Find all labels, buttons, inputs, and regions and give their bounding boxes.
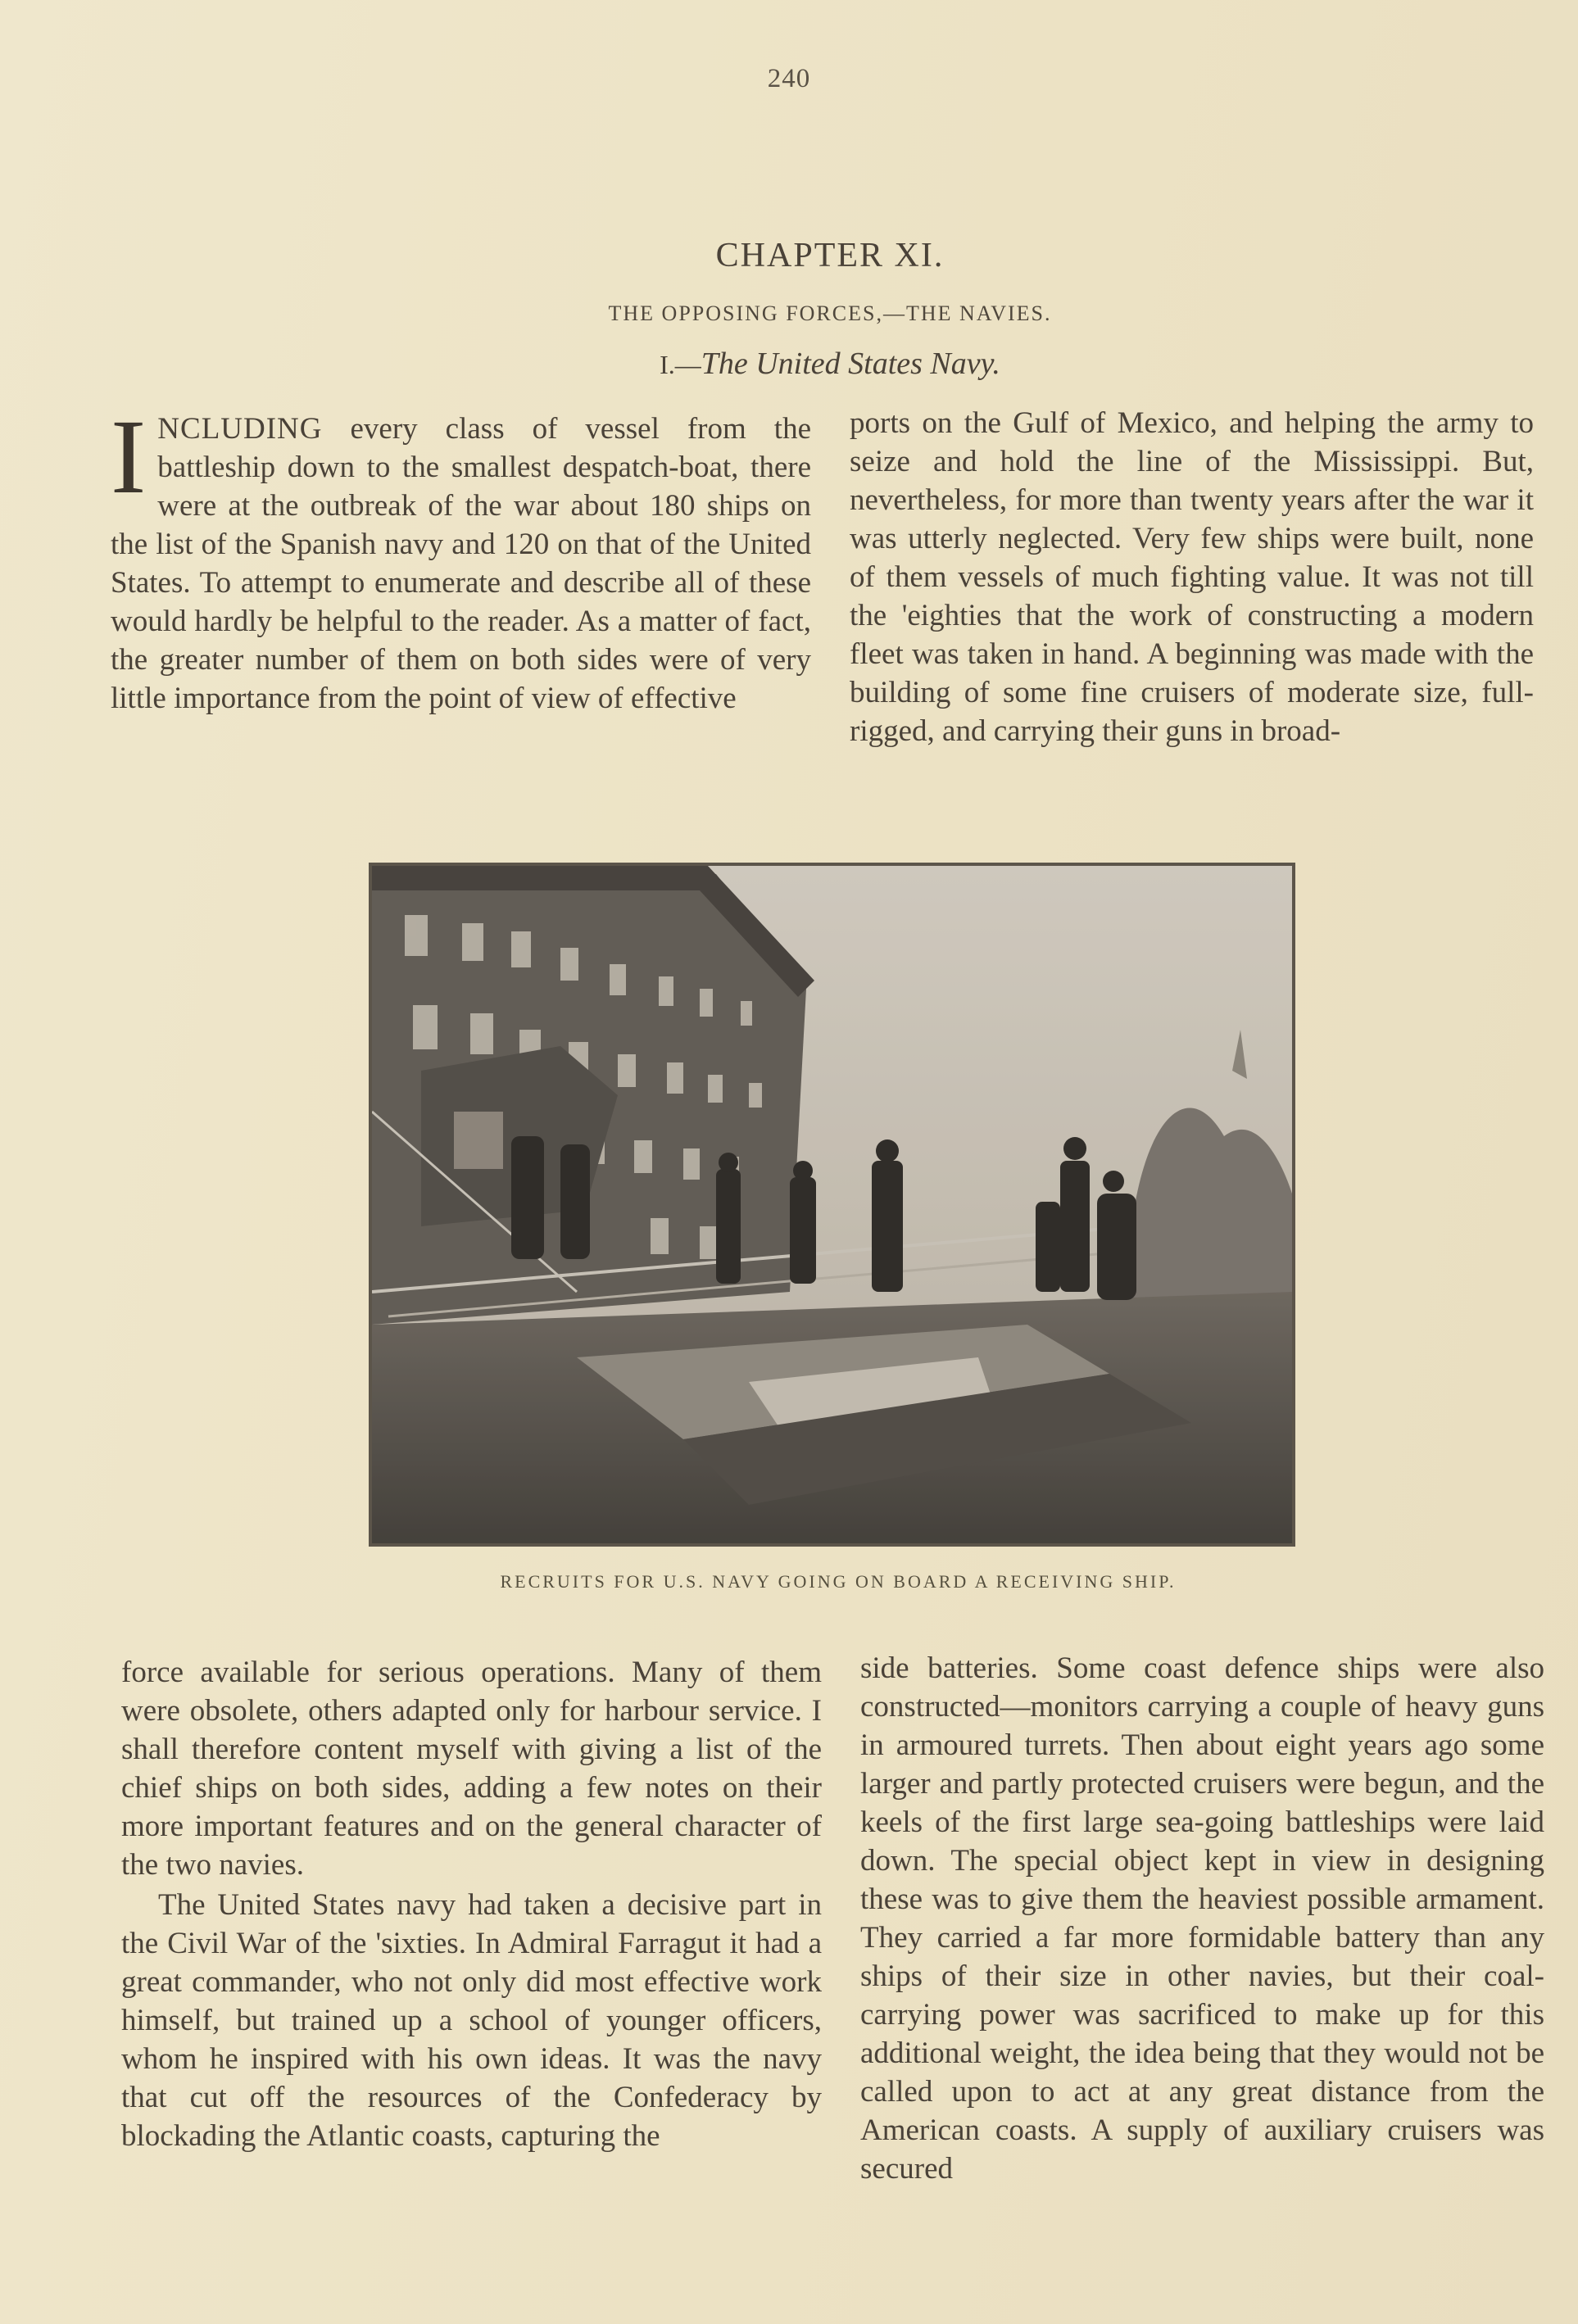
section-title: The United States Navy. — [701, 347, 1000, 381]
paragraph-text: side batteries. Some coast defence ships were also constructed—monitors carrying a couple of heavy guns in armoured turrets. Then about eight years ago some larger and partly protected cruisers were begun, and the keels of the first large sea-going battleships were laid down. The special object kept in view in designing these was to give them the heaviest possible armament. They carried a far more formidable battery than any ships of their size in other navies, but their coal-carrying power was sacrificed to make up for this additional weight, the idea being that they would not be called upon to act at any great distance from the American coasts. A supply of auxiliary cruisers was secured — [860, 1651, 1544, 2186]
photo-figure — [369, 863, 1295, 1547]
recruits-photograph — [372, 866, 1292, 1543]
opening-paragraph — [111, 398, 811, 718]
figure-caption: RECRUITS FOR U.S. NAVY GOING ON BOARD A RECEIVING SHIP. — [500, 1571, 1177, 1592]
paragraph-text: ports on the Gulf of Mexico, and helping the army to seize and hold the line of the Mississippi. But, nevertheless, for more than twenty years after the war it was utterly neglected. Very few ships were built, none of them vessels of much fighting value. It was not till the 'eighties that the work of constructing a modern fleet was taken in hand. A beginning was made with the building of some fine cruisers of moderate size, full-rigged, and carrying their guns in broad- — [850, 406, 1534, 748]
page-number: 240 — [767, 64, 811, 93]
drop-cap: I — [111, 398, 147, 516]
text-column-top-left — [111, 398, 811, 718]
lead-word: NCLUDING — [157, 412, 323, 446]
paragraph-text: every class of vessel from the battleship down to the smallest despatch-boat, there were at the outbreak of the war about 180 ships on the list of the Spanish navy and 120 on that of the United States. To attempt to enumerate and describe all of these would hardly be helpful to the reader. As a matter of fact, the greater number of them on both sides were of very little importance from the point of view of effective — [111, 412, 811, 715]
paragraph-text: The United States navy had taken a decisive part in the Civil War of the 'sixties. In Admiral Farragut it had a great commander, who not only did most effective work himself, but trained up a school of younger officers, whom he inspired with his own ideas. It was the navy that cut off the resources of the Confederacy by blockading the Atlantic coasts, capturing the — [121, 1888, 822, 2153]
chapter-subtitle: THE OPPOSING FORCES,—THE NAVIES. — [608, 301, 1052, 325]
text-column-bottom-left — [121, 1653, 822, 2155]
section-heading — [0, 346, 1578, 382]
text-column-bottom-right — [860, 1649, 1544, 2188]
paragraph-text: force available for serious operations. Many of them were obsolete, others adapted only for harbour service. I shall therefore content myself with giving a list of the chief ships on both sides, adding a few notes on their more important features and on the general character of the two navies. — [121, 1656, 822, 1882]
text-column-top-right — [850, 404, 1534, 750]
section-number: I.— — [660, 350, 701, 379]
chapter-title: CHAPTER XI. — [715, 237, 945, 274]
